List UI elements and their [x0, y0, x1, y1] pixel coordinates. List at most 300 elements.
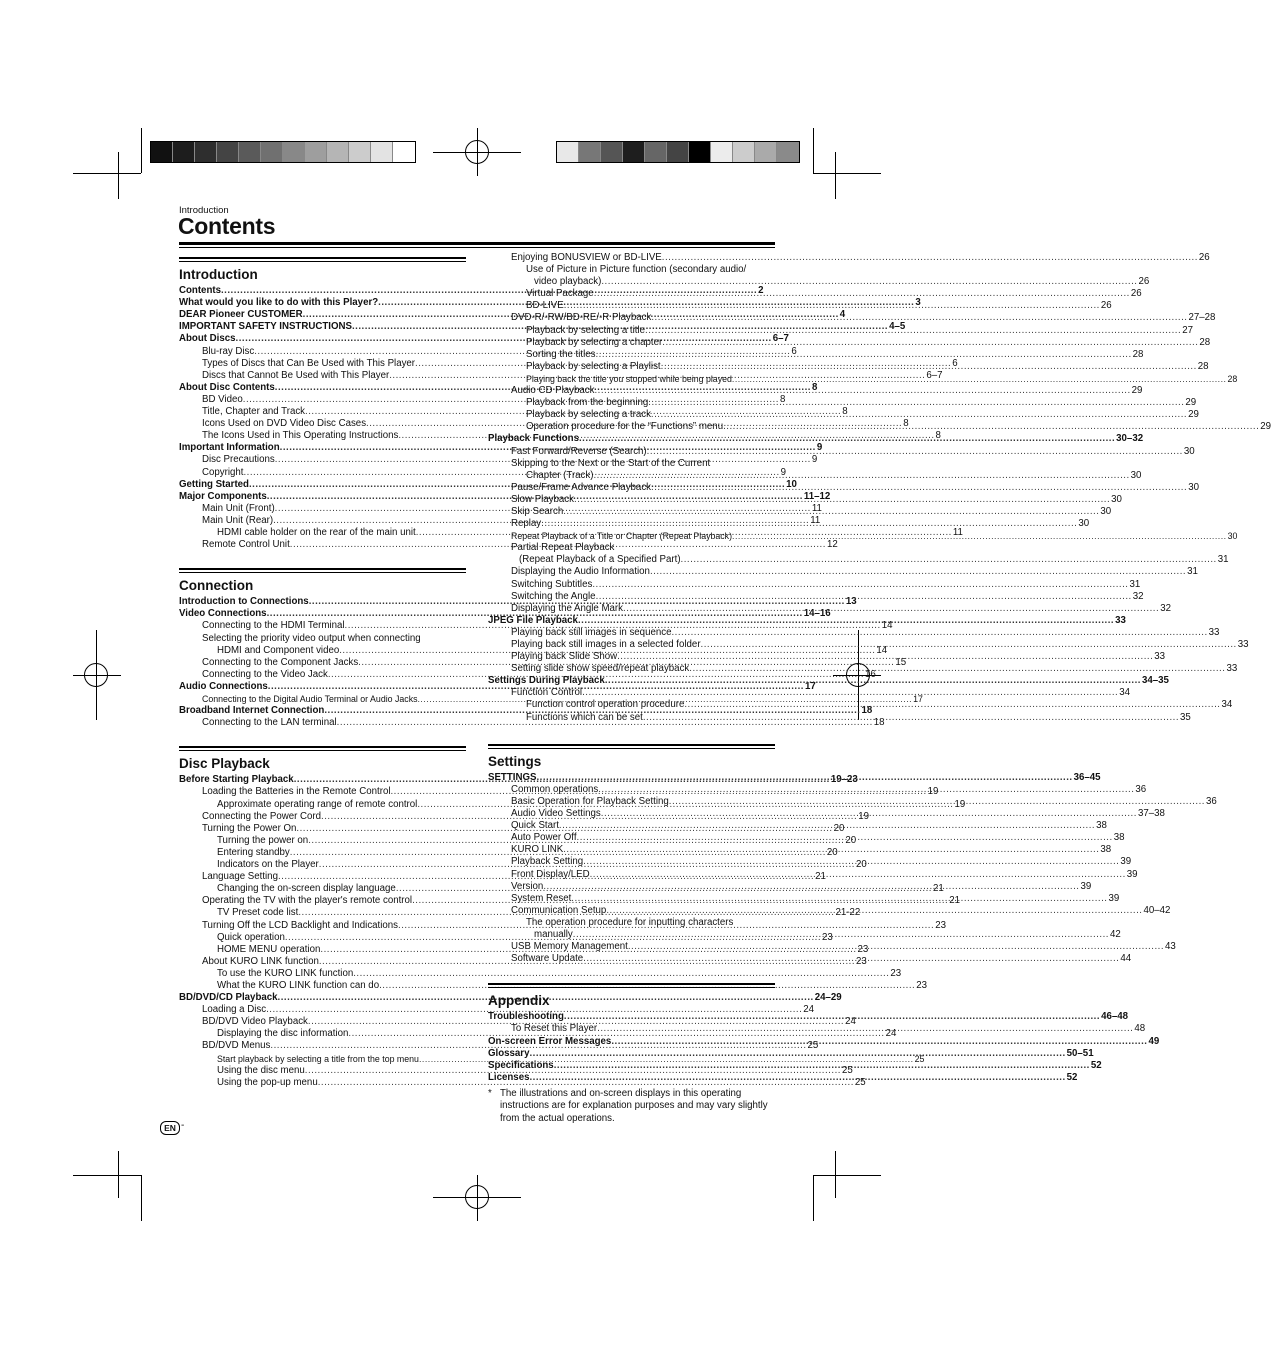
toc-entry[interactable] [488, 348, 1144, 361]
toc-entry-label: JPEG File Playback [488, 614, 578, 626]
toc-entry-label: Switching Subtitles [511, 578, 593, 590]
footnote-mark: * [488, 1087, 492, 1099]
toc-entry[interactable] [488, 252, 1210, 264]
leader-dots [662, 252, 1198, 264]
toc-entry-page: 23 [822, 931, 833, 943]
toc-entry[interactable] [488, 542, 775, 554]
toc-entry-label: manually [534, 928, 573, 940]
toc-entry-page: 33 [1154, 651, 1166, 663]
toc-entry-label: Major Components [179, 490, 267, 502]
toc-entry-label: Audio CD Playback [511, 385, 595, 397]
toc-entry-label: Virtual Package [526, 288, 594, 300]
toc-entry-page: 13 [845, 596, 857, 608]
toc-entry-label: Connecting the Power Cord [202, 810, 322, 822]
toc-entry-page: 23 [857, 943, 869, 955]
toc-entry-label: Fast Forward/Reverse (Search) [511, 445, 647, 457]
toc-entry-page: 17 [913, 694, 923, 704]
leader-dots [579, 433, 1115, 445]
toc-entry-label: Version [511, 880, 544, 892]
toc-entry-page: 9 [811, 454, 818, 466]
toc-entry-label: Skipping to the Next or the Start of the Current [511, 457, 711, 469]
toc-entry-page: 21 [815, 871, 826, 883]
leader-dots [574, 494, 1110, 506]
toc-entry-page: 15 [895, 656, 907, 668]
toc-entry-page: 28 [1132, 348, 1144, 360]
toc-entry-label: Loading the Batteries in the Remote Control [202, 786, 391, 798]
section-rule-thin [488, 987, 775, 988]
toc-entry-page: 11–12 [803, 490, 831, 502]
toc-entry-label: Licenses [488, 1071, 530, 1083]
color-swatch [349, 142, 371, 162]
toc-entry-page: 26 [1198, 252, 1210, 263]
toc-entry-label: Troubleshooting [488, 1011, 564, 1023]
toc-entry[interactable] [488, 421, 1271, 433]
toc-entry-page: 29 [1185, 397, 1197, 409]
toc-entry-label: BD/DVD Menus [202, 1040, 271, 1052]
color-swatch-bar-right [556, 141, 800, 163]
language-badge: EN [160, 1121, 180, 1135]
toc-entry-page: 32 [1132, 590, 1144, 602]
leader-dots [601, 808, 1137, 820]
section-rule [488, 983, 775, 985]
toc-entry-page: 30 [1183, 445, 1195, 457]
toc-entry-page: 8 [903, 418, 909, 430]
toc-entry-label: Partial Repeat Playback [511, 542, 615, 554]
leader-dots [573, 929, 1109, 941]
color-swatch [645, 142, 667, 162]
toc-entry-page: 3 [915, 297, 921, 309]
section-title: Appendix [488, 993, 550, 1009]
toc-entry-page: 28 [1199, 336, 1211, 348]
toc-entry-label: To Reset this Player [511, 1023, 598, 1035]
toc-entry[interactable] [488, 917, 775, 929]
toc-entry-label: Language Setting [202, 871, 278, 883]
color-swatch [393, 142, 415, 162]
toc-entry-page: 30 [1130, 469, 1142, 481]
leader-dots [590, 869, 1126, 881]
toc-entry-page: 24 [885, 1028, 897, 1040]
toc-entry-page: 34 [1119, 687, 1131, 699]
toc-entry-page: 29 [1188, 409, 1199, 421]
leader-dots [650, 566, 1186, 578]
toc-entry-page: 4 [839, 309, 846, 321]
toc-entry-page: 24 [845, 1016, 856, 1028]
toc-entry-page: 27–28 [1188, 312, 1216, 324]
leader-dots [671, 627, 1207, 639]
section-title: Disc Playback [179, 756, 270, 772]
toc-entry-label: USB Memory Management [511, 941, 628, 953]
color-swatch [601, 142, 623, 162]
color-swatch [239, 142, 261, 162]
toc-entry-label: Chapter (Track) [526, 469, 594, 481]
toc-entry-page: 18 [873, 717, 885, 729]
toc-entry-label: Contents [179, 285, 221, 297]
toc-entry-page: 50–51 [1066, 1047, 1094, 1059]
leader-dots [554, 1060, 1090, 1072]
toc-entry-label: On-screen Error Messages [488, 1035, 612, 1047]
leader-dots [598, 784, 1134, 796]
leader-dots [651, 482, 1187, 494]
toc-entry-label: Sorting the titles [526, 348, 596, 360]
leader-dots [529, 1072, 1065, 1084]
leader-dots [597, 1023, 1133, 1035]
toc-entry-label: Remote Control Unit [202, 539, 290, 551]
toc-entry-label: Approximate operating range of remote control [217, 798, 418, 810]
toc-entry-label: Glossary [488, 1047, 530, 1059]
leader-dots [596, 591, 1132, 603]
leader-dots [681, 554, 1217, 566]
toc-entry-page: 30 [1188, 481, 1199, 493]
footnote-text: The illustrations and on-screen displays in this operating instructions are for explanation purposes and may vary slightly from the actual operations. [500, 1087, 768, 1124]
toc-entry-page: 25 [854, 1076, 866, 1088]
toc-entry-page: 24–29 [814, 992, 842, 1004]
page-number-dash: - [181, 1120, 185, 1131]
toc-entry-label: BD/DVD/CD Playback [179, 992, 278, 1004]
toc-entry-label: Communication Setup [511, 904, 607, 916]
toc-entry-page: 43 [1165, 941, 1176, 953]
toc-entry-label: Switching the Angle [511, 590, 596, 602]
toc-entry-page: 20 [845, 834, 857, 846]
toc-entry-page: 14 [876, 644, 888, 656]
toc-entry[interactable] [488, 360, 1209, 373]
toc-entry[interactable] [488, 276, 1150, 288]
leader-dots [543, 881, 1079, 893]
section-rule [179, 257, 466, 259]
toc-entry-label: Playing back Slide Show [511, 651, 618, 663]
footnote [488, 1088, 775, 1126]
toc-entry-label: Broadband Internet Connection [179, 705, 325, 717]
toc-entry-page: 14 [881, 620, 893, 632]
toc-entry-page: 32 [1160, 602, 1171, 614]
section-title: Settings [488, 753, 542, 769]
leader-dots [647, 446, 1183, 458]
toc-entry-label: Title, Chapter and Track [202, 406, 306, 418]
toc-entry-page: 52 [1090, 1059, 1102, 1071]
toc-entry-label: The operation procedure for inputting characters [526, 916, 734, 928]
section-rule [179, 746, 466, 748]
toc-entry-page: 12 [826, 539, 838, 551]
toc-entry[interactable] [488, 433, 1144, 445]
toc-entry-page: 27 [1182, 324, 1193, 336]
leader-dots [563, 844, 1099, 856]
toc-entry-page: 31 [1129, 578, 1141, 590]
toc-entry-label: What the KURO LINK function can do [217, 979, 380, 991]
toc-entry-label: System Reset [511, 892, 572, 904]
toc-entry[interactable] [488, 288, 1142, 300]
leader-dots [582, 687, 1118, 699]
color-swatch [173, 142, 195, 162]
leader-dots [583, 953, 1119, 965]
toc-entry[interactable] [488, 458, 775, 470]
toc-entry-page: 11 [810, 514, 821, 526]
toc-entry-page: 19–23 [830, 774, 858, 786]
leader-dots [571, 893, 1107, 905]
toc-entry-label: Use of Picture in Picture function (secondary audio/ [526, 264, 747, 276]
toc-entry-label: Auto Power Off [511, 832, 577, 844]
toc-entry-label: Audio Video Settings [511, 808, 601, 820]
leader-dots [595, 349, 1131, 361]
toc-entry-label: Front Display/LED [511, 868, 590, 880]
toc-entry-page: 11 [952, 526, 963, 538]
leader-dots [594, 288, 1130, 300]
leader-dots [564, 1011, 1100, 1023]
color-swatch [371, 142, 393, 162]
leader-dots [684, 699, 1220, 711]
toc-entry-label: Copyright [202, 466, 244, 478]
color-swatch [755, 142, 777, 162]
toc-entry[interactable] [179, 979, 928, 992]
color-swatch [283, 142, 305, 162]
toc-entry-label: Main Unit (Rear) [202, 514, 274, 526]
toc-entry-page: 34–35 [1142, 675, 1169, 687]
toc-entry-page: 6 [952, 357, 958, 369]
toc-entry-page: 36–45 [1073, 771, 1101, 783]
toc-entry-page: 6–7 [926, 369, 943, 381]
toc-entry-page: 11 [811, 502, 822, 514]
page-title: Contents [178, 213, 276, 239]
toc-entry-label: Displaying the disc information [217, 1028, 349, 1040]
toc-entry-page: 29 [1131, 385, 1143, 397]
leader-dots [605, 675, 1141, 687]
toc-entry-page: 31 [1187, 566, 1198, 578]
toc-entry-label: What would you like to do with this Player? [179, 297, 379, 309]
toc-entry-page: 21 [949, 895, 961, 907]
color-swatch [151, 142, 173, 162]
toc-entry-label: Turning the Power On [202, 822, 297, 834]
toc-entry-label: The Icons Used in This Operating Instructions [202, 430, 399, 442]
toc-entry-page: 21 [932, 883, 944, 895]
toc-entry-label: Software Update [511, 953, 584, 965]
toc-entry-page: 44 [1120, 953, 1132, 965]
toc-entry-label: Audio Connections [179, 680, 268, 692]
toc-entry-label: Pause/Frame Advance Playback [511, 481, 652, 493]
section-rule [179, 568, 466, 570]
toc-entry-label: About Discs [179, 333, 236, 345]
color-swatch [579, 142, 601, 162]
toc-entry-label: HDMI cable holder on the rear of the main unit [217, 526, 416, 538]
leader-dots [578, 615, 1114, 627]
toc-entry[interactable] [488, 578, 1141, 591]
toc-entry-page: 39 [1126, 868, 1138, 880]
toc-entry-label: Displaying the Angle Mark [511, 602, 624, 614]
leader-dots [643, 712, 1179, 724]
toc-entry-label: Common operations [511, 783, 599, 795]
leader-dots [651, 409, 1187, 421]
toc-entry-page: 6–7 [772, 333, 789, 345]
toc-entry-page: 38 [1096, 820, 1107, 832]
toc-entry-page: 33 [1226, 663, 1238, 675]
toc-entry[interactable] [488, 385, 1143, 397]
toc-entry-page: 30 [1227, 531, 1238, 542]
toc-entry-page: 26 [1138, 276, 1150, 288]
toc-entry-label: Function Control [511, 687, 583, 699]
toc-entry-label: Getting Started [179, 478, 249, 490]
toc-entry-page: 37–38 [1137, 808, 1165, 820]
toc-entry[interactable] [488, 300, 1112, 312]
toc-entry-label: BD Video [202, 393, 243, 405]
toc-entry-page: 23 [856, 955, 867, 967]
toc-entry-label: About Disc Contents [179, 381, 275, 393]
toc-entry-label: Playing back still images in a selected folder [511, 639, 701, 650]
toc-entry-label: Playback by selecting a chapter [526, 336, 663, 348]
toc-entry-page: 17 [804, 680, 816, 692]
toc-entry-page: 52 [1066, 1071, 1078, 1083]
color-swatch-bar-left [150, 141, 416, 163]
toc-entry-page: 26 [1100, 300, 1112, 312]
toc-entry-label: To use the KURO LINK function [217, 967, 354, 979]
toc-entry-label: Repeat Playback of a Title or Chapter (Repeat Playback) [511, 531, 733, 542]
toc-entry-label: Video Connections [179, 608, 267, 620]
toc-entry-label: Connecting to the Video Jack [202, 668, 328, 680]
toc-entry-page: 36 [1135, 783, 1147, 795]
toc-entry-page: 28 [1197, 360, 1209, 372]
leader-dots [541, 518, 1077, 530]
toc-entry-page: 48 [1134, 1023, 1146, 1035]
toc-entry-label: Operation procedure for the “Functions” menu [526, 421, 724, 433]
toc-entry-label: HDMI and Component video [217, 644, 340, 656]
leader-dots [559, 820, 1095, 832]
toc-entry-page: 24 [803, 1004, 815, 1016]
toc-entry-page: 39 [1108, 892, 1120, 904]
toc-entry-label: Types of Discs that Can Be Used with This Player [202, 357, 416, 369]
toc-entry-page: 49 [1148, 1035, 1160, 1047]
toc-entry-page: 25 [807, 1040, 819, 1052]
toc-entry-page: 23 [935, 919, 946, 931]
toc-entry[interactable] [488, 566, 1198, 578]
toc-entry-label: Replay [511, 518, 542, 530]
toc-entry-label: Selecting the priority video output when connecting [202, 632, 421, 644]
leader-dots [594, 385, 1130, 397]
toc-entry-page: 38 [1113, 832, 1125, 844]
toc-entry-page: 34 [1221, 699, 1233, 711]
toc-entry-page: 16 [865, 668, 876, 680]
color-swatch [777, 142, 799, 162]
leader-dots [628, 941, 1164, 953]
toc-entry-label: Disc Precautions [202, 454, 275, 466]
toc-entry-page: 30 [1111, 493, 1122, 505]
toc-entry-label: (Repeat Playback of a Specified Part) [519, 554, 681, 566]
toc-entry-label: Loading a Disc [202, 1004, 267, 1016]
toc-entry-label: Playback Setting [511, 856, 584, 868]
leader-dots [669, 796, 1205, 808]
leader-dots [648, 397, 1184, 409]
toc-entry-label: Functions which can be set [526, 711, 643, 723]
toc-entry-page: 8 [935, 430, 941, 442]
toc-entry-page: 10 [786, 478, 797, 490]
toc-entry-label: Setting slide show speed/repeat playback [511, 663, 690, 675]
toc-entry-page: 20 [833, 822, 845, 834]
leader-dots [617, 651, 1153, 663]
title-rule-thin [179, 247, 775, 248]
toc-entry-label: Quick operation [217, 931, 285, 943]
toc-entry-page: 30 [1100, 505, 1112, 517]
toc-entry-page: 31 [1217, 554, 1229, 566]
leader-dots [623, 603, 1159, 615]
toc-entry-label: Specifications [488, 1059, 554, 1071]
toc-entry-page: 30–32 [1116, 433, 1144, 445]
toc-entry-page: 33 [1237, 639, 1249, 650]
toc-entry-label: Blu-ray Disc [202, 345, 255, 357]
toc-entry-label: Using the disc menu [217, 1064, 305, 1076]
color-swatch [711, 142, 733, 162]
color-swatch [733, 142, 755, 162]
toc-entry-page: 19 [954, 798, 966, 810]
toc-entry-label: Playing back still images in sequence [511, 626, 672, 638]
section-breadcrumb: Introduction [179, 205, 229, 216]
toc-entry-label: Changing the on-screen display language [217, 883, 396, 895]
toc-entry-page: 38 [1100, 844, 1112, 856]
color-swatch [557, 142, 579, 162]
toc-entry-page: 42 [1109, 928, 1121, 940]
toc-entry-label: DVD-R/-RW/BD-RE/-R Playback [511, 312, 652, 324]
color-swatch [261, 142, 283, 162]
toc-entry-label: Introduction to Connections [179, 596, 309, 608]
leader-dots [723, 421, 1259, 433]
toc-entry-label: Skip Search [511, 505, 564, 517]
section-title: Introduction [179, 267, 258, 282]
color-swatch [217, 142, 239, 162]
leader-dots [536, 772, 1072, 784]
leader-dots [662, 337, 1198, 349]
toc-entry[interactable] [488, 409, 1199, 421]
toc-entry-label: Connecting to the HDMI Terminal [202, 620, 345, 632]
toc-entry-page: 39 [1120, 856, 1132, 868]
toc-entry-page: 36 [1205, 795, 1217, 807]
toc-entry-label: Connecting to the LAN terminal [202, 717, 337, 729]
toc-entry[interactable] [488, 312, 1216, 324]
toc-entry-label: About KURO LINK function [202, 955, 319, 967]
toc-entry-page: 25 [914, 1053, 925, 1064]
toc-entry-page: 26 [1130, 288, 1142, 300]
toc-entry-page: 2 [758, 285, 764, 297]
toc-entry-page: 35 [1180, 711, 1191, 723]
toc-entry[interactable] [488, 554, 1229, 566]
toc-entry-label: Playback by selecting a Playlist [526, 360, 661, 372]
leader-dots [651, 312, 1187, 324]
toc-entry-label: Enjoying BONUSVIEW or BD-LIVE [511, 252, 662, 263]
section-rule-thin [179, 750, 466, 751]
toc-entry-page: 30 [1078, 518, 1090, 530]
toc-entry[interactable] [488, 469, 1142, 482]
toc-entry-label: Using the pop-up menu [217, 1076, 318, 1088]
color-swatch [667, 142, 689, 162]
toc-entry-page: 9 [816, 442, 823, 454]
toc-entry[interactable] [179, 633, 466, 645]
leader-dots [689, 663, 1225, 675]
toc-entry-label: Discs that Cannot Be Used with This Player [202, 369, 390, 381]
toc-entry-label: Start playback by selecting a title from the top menu [217, 1053, 419, 1064]
toc-entry-label: Operating the TV with the player's remote control [202, 895, 413, 907]
toc-entry-label: Connecting to the Component Jacks [202, 656, 359, 668]
toc-entry[interactable] [179, 967, 902, 980]
toc-entry[interactable] [488, 397, 1197, 409]
title-rule [179, 242, 775, 245]
toc-entry-label: KURO LINK [511, 844, 564, 856]
leader-dots [645, 325, 1181, 337]
toc-entry[interactable] [179, 1004, 815, 1016]
leader-dots [661, 361, 1197, 373]
toc-entry[interactable] [488, 264, 775, 276]
color-swatch [623, 142, 645, 162]
toc-entry-label: Playback Functions [488, 433, 579, 445]
toc-entry[interactable] [488, 445, 1195, 458]
toc-entry-label: TV Preset code list [217, 907, 299, 919]
toc-entry-label: Playback by selecting a track [526, 409, 651, 421]
section-rule-thin [488, 748, 775, 749]
section-rule [488, 744, 775, 746]
toc-entry-label: Function control operation procedure [526, 699, 685, 711]
toc-entry-page: 19 [927, 786, 939, 798]
